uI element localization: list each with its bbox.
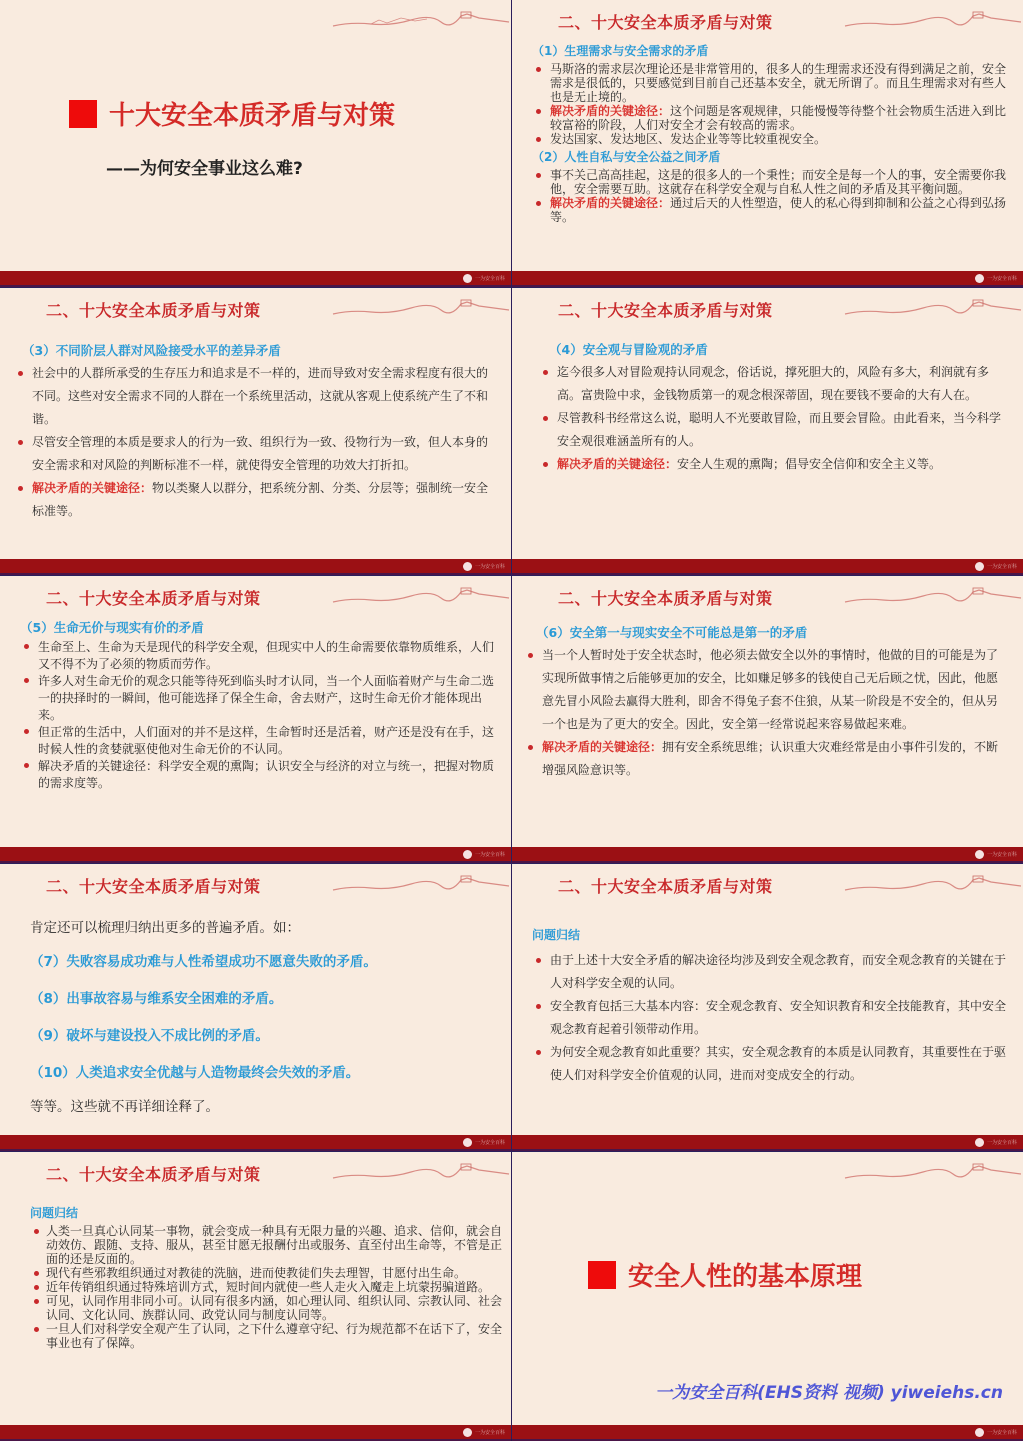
section-title: 二、十大安全本质矛盾与对策 [558,301,773,320]
bullet-item [30,1266,505,1280]
slide-content [532,926,1009,1087]
slide-1-cover[interactable] [0,0,511,287]
bullet-item [14,362,497,431]
great-wall-decoration-icon [843,872,1023,896]
bullet-text: 通过后天的人性塑造，使人的私心得到抑制和公益之心得到弘扬等。 [550,196,1007,224]
great-wall-decoration-icon [331,872,511,896]
bullet-text: 发达国家、发达地区、发达企业等等比较重视安全。 [550,132,827,146]
bullet-text: 社会中的人群所承受的生存压力和追求是不一样的，进而导致对安全需求程度有很大的不同。这些对安全需求不同的人群在一个系统里活动，这就从客观上使系统产生了不和谐。 [32,366,489,426]
great-wall-decoration-icon [843,8,1023,32]
slide-6[interactable] [512,576,1023,863]
bullet-item [539,453,1009,476]
key-label: 解决矛盾的关键途径： [557,457,678,471]
bullet-text: 当一个人暂时处于安全状态时，他必须去做安全以外的事情时，他做的目的可能是为了实现所做事情之后能够更加的安全，比如赚足够多的钱使自己无后顾之忧，因此，他愿意先冒小风险去赢得大胜利，即舍不得兔子套不住狼，从某一阶段是不安全的，但从另一个也是为了更大的安全。因此，安全第一经常说起来容易做起来难。 [542,648,999,731]
section-title: 二、十大安全本质矛盾与对策 [46,1165,261,1184]
subheading: （6）安全第一与现实安全不可能总是第一的矛盾 [536,625,808,640]
great-wall-decoration-icon [331,296,511,320]
bullet-text: 但正常的生活中，人们面对的并不是这样，生命暂时还是活着，财产还是没有在手，这时候人性的贪婪就驱使他对生命无价的不认同。 [38,725,495,756]
great-wall-decoration-icon [331,584,511,608]
bullet-item [524,736,1009,782]
footer-bar [512,1425,1023,1439]
great-wall-decoration-icon [843,296,1023,320]
logo-circle-icon [975,1428,984,1437]
cover-title-text: 十大安全本质矛盾与对策 [109,101,396,131]
great-wall-decoration-icon [331,8,511,32]
bullet-item [539,361,1009,407]
bullet-item [20,724,497,758]
bullet-list [524,644,1009,782]
bullet-list [532,949,1009,1087]
footer-bar [0,847,511,861]
watermark-link[interactable]: 一为安全百科(EHS资料 视频) yiweiehs.cn [655,1383,1003,1403]
bullet-text: 解决矛盾的关键途径：科学安全观的熏陶；认识安全与经济的对立与统一，把握对物质的需求度等。 [38,759,495,790]
footer-logo-text: 一为安全百科 [986,275,1017,282]
bullet-text: 尽管安全管理的本质是要求人的行为一致、组织行为一致、役物行为一致，但人本身的安全需求和对风险的判断标准不一样，就使得安全管理的功效大打折扣。 [32,435,489,472]
bullet-text: 近年传销组织通过特殊培训方式，短时间内就使一些人走火入魔走上坑蒙拐骗道路。 [46,1280,491,1294]
footer-bar [512,1135,1023,1149]
bullet-item [532,62,1009,104]
key-label: 解决矛盾的关键途径： [32,481,153,495]
subheading: （4）安全观与冒险观的矛盾 [549,342,708,357]
bullet-item [20,673,497,724]
bullet-list [532,168,1009,224]
bullet-text: 人类一旦真心认同某一事物，就会变成一种具有无限力量的兴趣、追求、信仰，就会自动效仿、跟随、支持、服从，甚至甘愿无报酬付出或服务、直至付出生命等，不管是正面的还是反面的。 [46,1224,503,1266]
bullet-text: 安全人生观的熏陶；倡导安全信仰和安全主义等。 [677,457,942,471]
subheading: 问题归结 [30,1206,79,1220]
slide-content [539,340,1009,476]
subheading: （2）人性自私与安全公益之间矛盾 [532,150,721,164]
logo-circle-icon [975,850,984,859]
bullet-item [30,1280,505,1294]
slide-content [524,623,1009,782]
great-wall-decoration-icon [843,1160,1023,1184]
logo-circle-icon [975,562,984,571]
footer-logo [975,272,1017,284]
bullet-item [524,644,1009,736]
contradiction-item: （8）出事故容易与维系安全困难的矛盾。 [30,991,283,1007]
bullet-text: 现代有些邪教组织通过对教徒的洗脑，进而使教徒们失去理智，甘愿付出生命。 [46,1266,467,1280]
footer-logo-text: 一为安全百科 [986,1429,1017,1436]
section-title: 二、十大安全本质矛盾与对策 [558,877,773,896]
contradiction-item: （10）人类追求安全优越与人造物最终会失效的矛盾。 [30,1065,360,1081]
cover-subtitle: ——为何安全事业这么难? [106,159,303,179]
section-title: 二、十大安全本质矛盾与对策 [46,301,261,320]
bullet-item [30,1224,505,1266]
bullet-item [532,995,1009,1041]
logo-circle-icon [463,1138,472,1147]
slide-7[interactable] [0,864,511,1151]
footer-logo [463,560,505,572]
bullet-item [20,639,497,673]
footer-logo-text: 一为安全百科 [474,275,505,282]
slide-content [532,42,1009,224]
bullet-text: 拥有安全系统思维；认识重大灾难经常是由小事件引发的，不断增强风险意识等。 [542,740,999,777]
footer-divider [0,285,511,287]
footer-logo-text: 一为安全百科 [986,563,1017,570]
slide-content [30,1204,505,1350]
subheading: （1）生理需求与安全需求的矛盾 [532,44,709,58]
bullet-text: 这个问题是客观规律，只能慢慢等待整个社会物质生活进入到比较富裕的阶段，人们对安全才会有较高的需求。 [550,104,1007,132]
outro-text: 等等。这些就不再详细诠释了。 [30,1099,219,1115]
footer-logo [975,1426,1017,1438]
bullet-item [532,949,1009,995]
bullet-text: 许多人对生命无价的观念只能等待死到临头时才认同，当一个人面临着财产与生命二选一的抉择时的一瞬间，他可能选择了保全生命，舍去财产，这时生命无价才能体现出来。 [38,674,495,722]
bullet-list [20,639,497,792]
section-title: 二、十大安全本质矛盾与对策 [46,877,261,896]
bullet-item [20,758,497,792]
footer-logo-text: 一为安全百科 [986,851,1017,858]
red-square-icon [588,1261,616,1289]
bullet-list [539,361,1009,476]
bullet-text: 由于上述十大安全矛盾的解决途径均涉及到安全观念教育，而安全观念教育的关键在于人对科学安全观的认同。 [550,953,1007,990]
key-label: 解决矛盾的关键途径： [550,104,671,118]
logo-circle-icon [463,562,472,571]
bullet-item [30,1322,505,1350]
cover-title [588,1256,862,1293]
bullet-item [532,196,1009,224]
footer-divider [0,861,511,863]
footer-bar [0,1135,511,1149]
bullet-item [539,407,1009,453]
bullet-item [532,168,1009,196]
footer-logo-text: 一为安全百科 [474,851,505,858]
footer-logo [463,1136,505,1148]
subheading: （5）生命无价与现实有价的矛盾 [20,620,204,635]
footer-bar [0,271,511,285]
key-label: 解决矛盾的关键途径： [550,196,671,210]
slide-3[interactable] [0,288,511,575]
bullet-text: 可见，认同作用非同小可。认同有很多内涵，如心理认同、组织认同、宗教认同、社会认同、文化认同、族群认同、政党认同与制度认同等。 [46,1294,503,1322]
bullet-list [532,62,1009,146]
section-title: 二、十大安全本质矛盾与对策 [558,13,773,32]
bullet-item [30,1294,505,1322]
bullet-item [14,477,497,523]
great-wall-decoration-icon [331,1160,511,1184]
slide-2[interactable] [512,0,1023,287]
subheading: （3）不同阶层人群对风险接受水平的差异矛盾 [22,343,281,358]
slide-8[interactable] [512,864,1023,1151]
footer-bar [0,559,511,573]
bullet-text: 物以类聚人以群分，把系统分割、分类、分层等；强制统一安全标准等。 [32,481,489,518]
footer-logo-text: 一为安全百科 [474,563,505,570]
footer-logo-text: 一为安全百科 [986,1139,1017,1146]
footer-divider [0,573,511,575]
footer-logo [463,848,505,860]
slide-10-cover[interactable] [512,1152,1023,1441]
key-label: 解决矛盾的关键途径： [542,740,663,754]
subheading: 问题归结 [532,928,581,942]
bullet-text: 尽管教科书经常这么说，聪明人不光要敢冒险，而且要会冒险。由此看来，当今科学安全观很难涵盖所有的人。 [557,411,1002,448]
slide-content [30,916,497,1115]
footer-divider [0,1149,511,1151]
bullet-text: 为何安全观念教育如此重要？其实，安全观念教育的本质是认同教育，其重要性在于驱使人们对科学安全价值观的认同，进而对变成安全的行动。 [550,1045,1007,1082]
bullet-item [532,132,1009,146]
logo-circle-icon [463,850,472,859]
bullet-text: 马斯洛的需求层次理论还是非常管用的，很多人的生理需求还没有得到满足之前，安全需求是很低的，只要感觉到目前自己还基本安全，就无所谓了。而且生理需求对有些人也是无止境的。 [550,62,1007,104]
great-wall-decoration-icon [843,584,1023,608]
bullet-item [532,1041,1009,1087]
slide-content [20,618,497,792]
bullet-text: 生命至上、生命为天是现代的科学安全观，但现实中人的生命需要依靠物质维系，人们又不得不为了必须的物质而劳作。 [38,640,495,671]
footer-bar [512,847,1023,861]
contradiction-item: （9）破坏与建设投入不成比例的矛盾。 [30,1028,269,1044]
slide-4[interactable] [512,288,1023,575]
footer-divider [512,1149,1023,1151]
bullet-text: 事不关己高高挂起，这是的很多人的一个秉性；而安全是每一个人的事，安全需要你我他，安全需要互助。这就存在科学安全观与自私人性之间的矛盾及其平衡问题。 [550,168,1007,196]
bullet-text: 迄今很多人对冒险观持认同观念，俗话说，撑死胆大的，风险有多大，利润就有多高。富贵险中求，金钱物质第一的观念根深蒂固，现在要钱不要命的大有人在。 [557,365,990,402]
slide-9[interactable] [0,1152,511,1441]
bullet-text: 安全教育包括三大基本内容：安全观念教育、安全知识教育和安全技能教育，其中安全观念教育起着引领带动作用。 [550,999,1007,1036]
footer-logo [975,560,1017,572]
footer-logo-text: 一为安全百科 [474,1429,505,1436]
footer-logo [975,848,1017,860]
section-title: 二、十大安全本质矛盾与对策 [558,589,773,608]
footer-divider [512,285,1023,287]
bullet-list [14,362,497,523]
logo-circle-icon [463,274,472,283]
footer-logo [975,1136,1017,1148]
slide-5[interactable] [0,576,511,863]
bullet-list [30,1224,505,1350]
footer-bar [512,559,1023,573]
cover-title [69,95,395,132]
logo-circle-icon [975,1138,984,1147]
red-square-icon [69,100,97,128]
section-title: 二、十大安全本质矛盾与对策 [46,589,261,608]
bullet-item [532,104,1009,132]
footer-bar [0,1425,511,1439]
cover-title-text: 安全人性的基本原理 [628,1262,863,1292]
footer-bar [512,271,1023,285]
intro-text: 肯定还可以梳理归纳出更多的普遍矛盾。如： [30,920,300,936]
footer-divider [512,573,1023,575]
bullet-text: 一旦人们对科学安全观产生了认同，之下什么遵章守纪、行为规范都不在话下了，安全事业也有了保障。 [46,1322,503,1350]
contradiction-item: （7）失败容易成功难与人性希望成功不愿意失败的矛盾。 [30,954,377,970]
footer-divider [512,861,1023,863]
slide-content [14,341,497,523]
footer-logo [463,272,505,284]
logo-circle-icon [975,274,984,283]
footer-logo [463,1426,505,1438]
bullet-item [14,431,497,477]
footer-logo-text: 一为安全百科 [474,1139,505,1146]
logo-circle-icon [463,1428,472,1437]
